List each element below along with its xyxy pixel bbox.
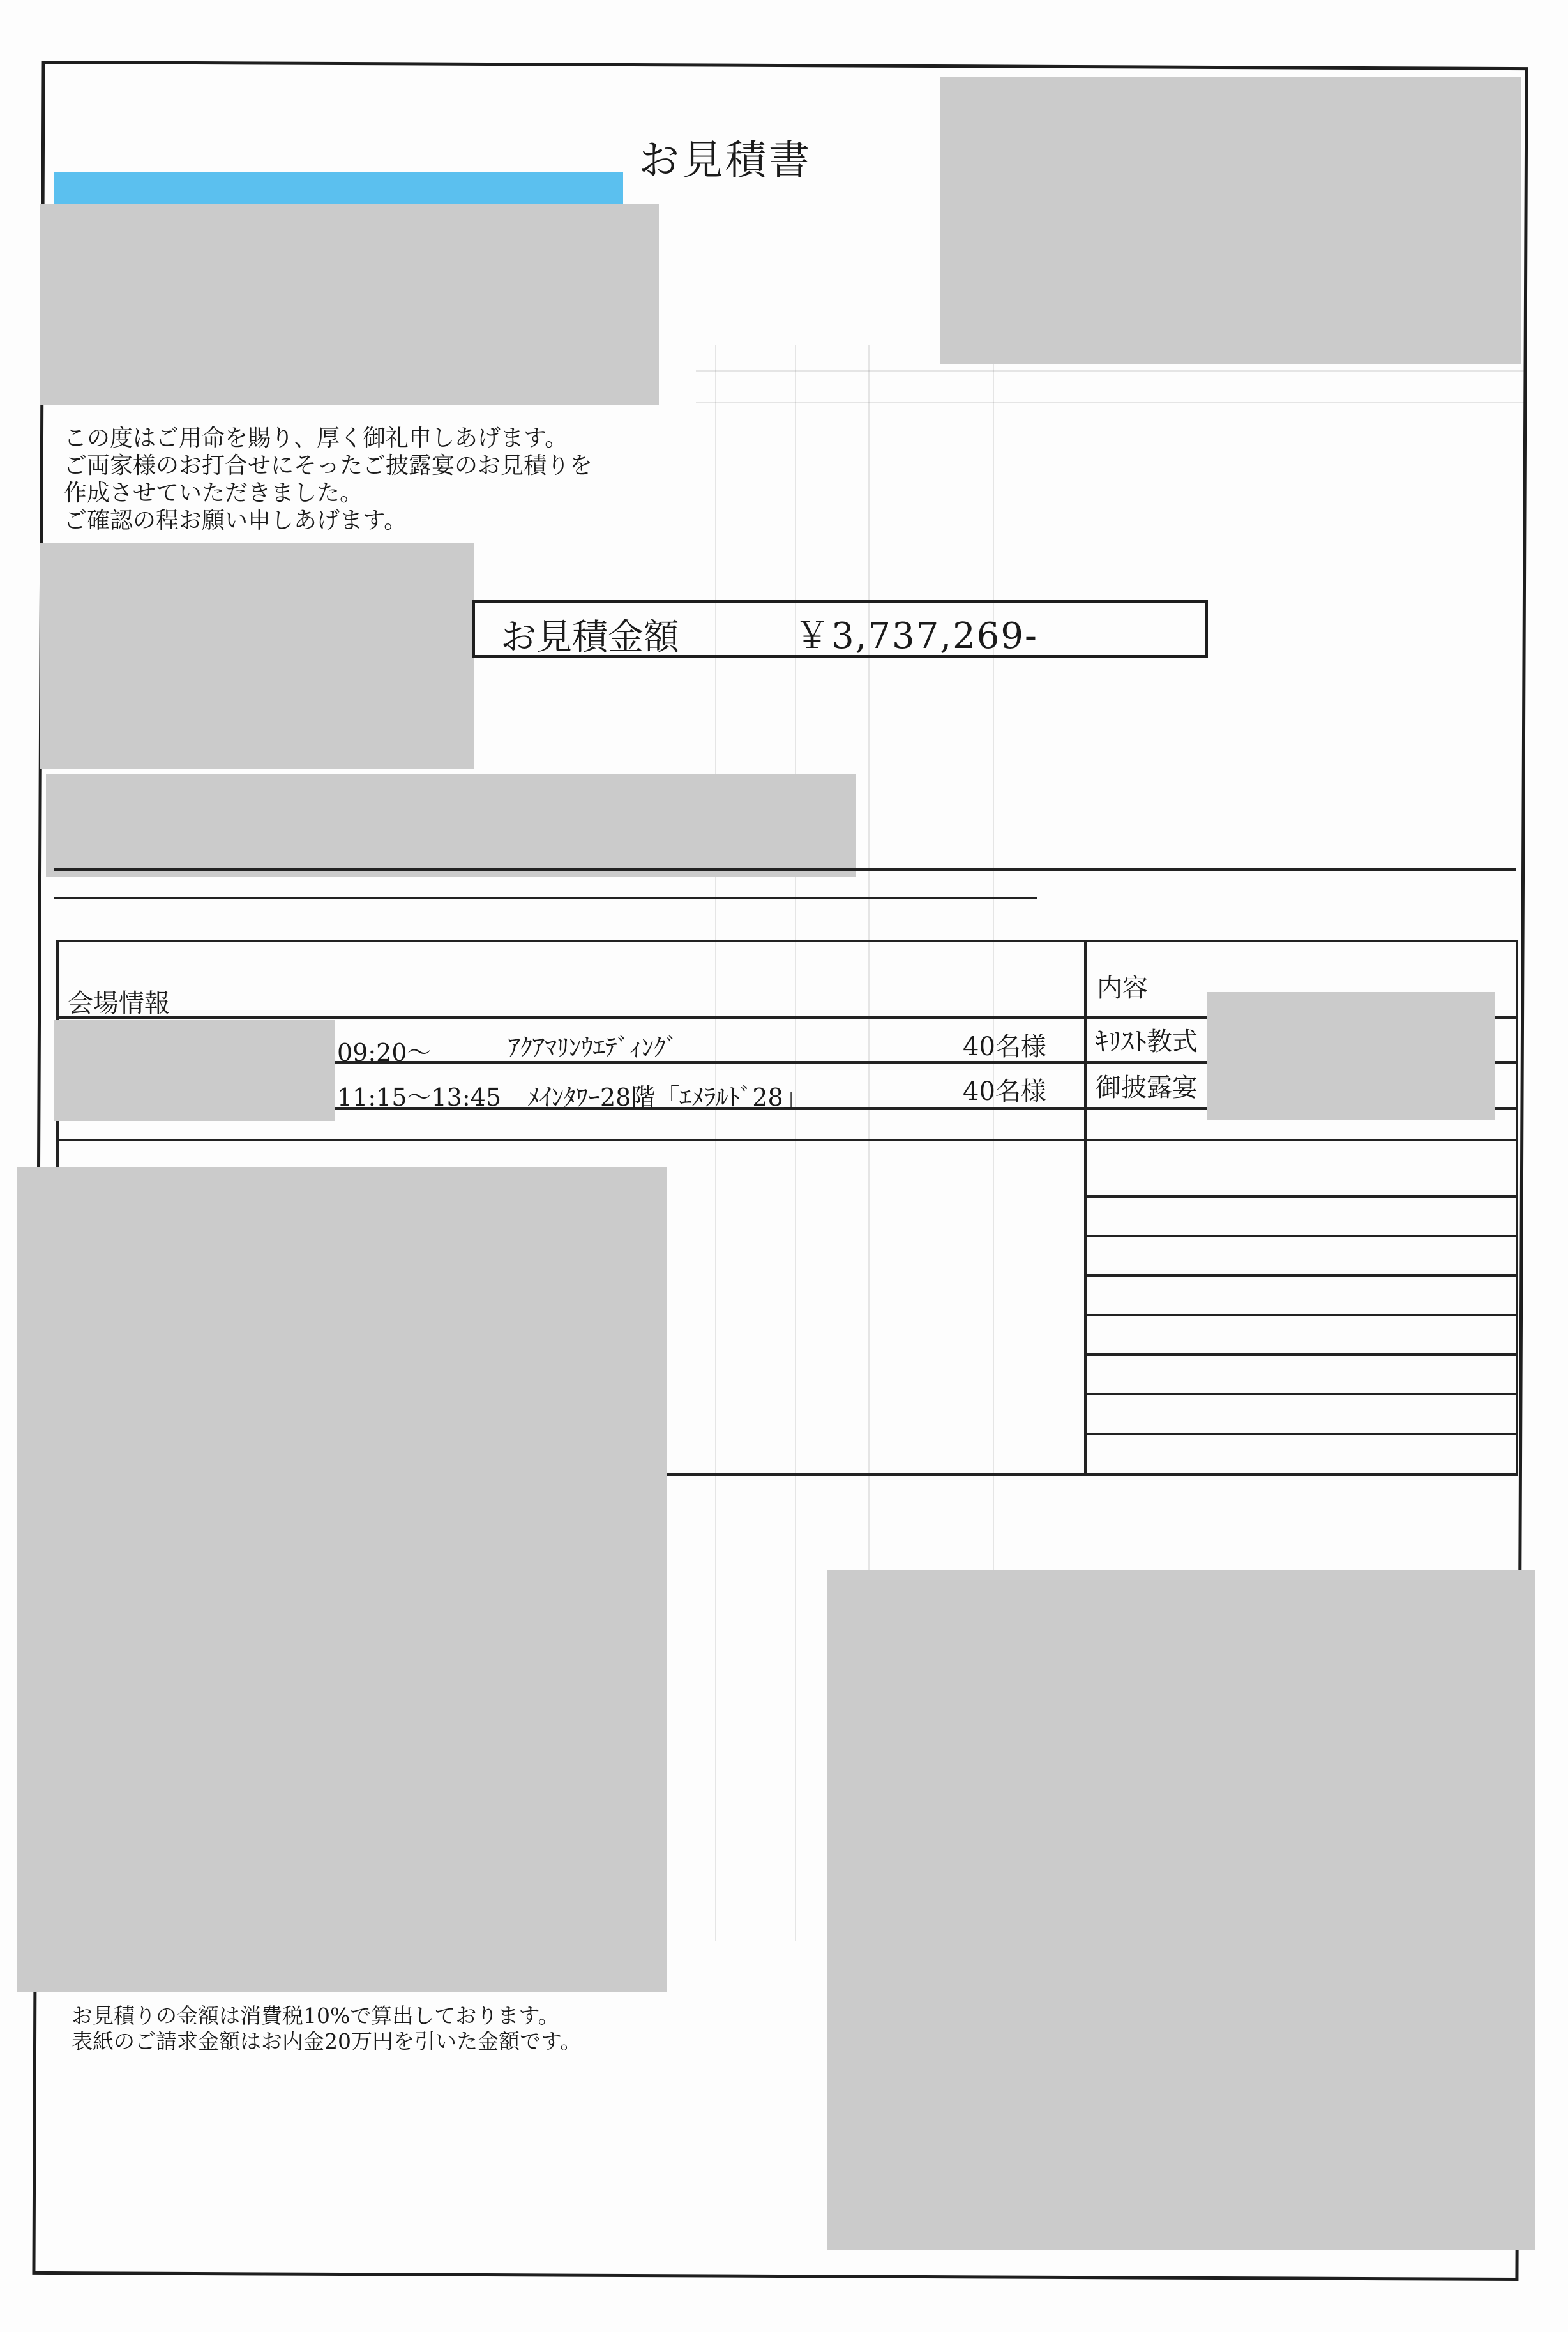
redacted-date-cell bbox=[54, 1020, 335, 1121]
venue-row-time: 09:20～ bbox=[337, 1039, 432, 1067]
venue-row-time: 11:15～13:45 bbox=[337, 1083, 502, 1111]
greeting-line: ご両家様のお打合せにそったご披露宴のお見積りを bbox=[64, 453, 593, 479]
greeting-line: この度はご用命を賜り、厚く御礼申しあげます。 bbox=[64, 425, 568, 451]
venue-row-place: ｱｸｱﾏﾘﾝｳｴﾃﾞｨﾝｸﾞ bbox=[508, 1034, 679, 1062]
separator-line bbox=[54, 897, 1037, 899]
venue-row-guests: 40名様 bbox=[963, 1032, 1046, 1062]
venue-row-content: ｷﾘｽﾄ教式 bbox=[1096, 1027, 1198, 1057]
redacted-block-recipient bbox=[40, 204, 659, 405]
greeting-text bbox=[64, 425, 592, 534]
greeting-line: 作成させていただきました。 bbox=[64, 480, 363, 506]
estimate-amount-value: ￥3,737,269- bbox=[794, 615, 1038, 657]
footnote-line: 表紙のご請求金額はお内金20万円を引いた金額です。 bbox=[72, 2029, 582, 2054]
venue-header-label: 会場情報 bbox=[68, 989, 170, 1018]
content-header-label: 内容 bbox=[1097, 974, 1148, 1003]
footnote-text bbox=[72, 2003, 581, 2054]
estimate-amount-box bbox=[472, 600, 1208, 658]
page-title: お見積書 bbox=[638, 137, 812, 184]
redacted-content-cell bbox=[1207, 992, 1495, 1120]
footnote-line: お見積りの金額は消費税10%で算出しております。 bbox=[72, 2003, 559, 2028]
venue-row-place: ﾒｲﾝﾀﾜｰ28階「ｴﾒﾗﾙﾄﾞ28」 bbox=[527, 1083, 808, 1111]
redacted-block-lower-right bbox=[827, 1570, 1535, 2250]
separator-line bbox=[54, 868, 1516, 871]
greeting-line: ご確認の程お願い申しあげます。 bbox=[64, 508, 407, 534]
estimate-amount-label: お見積金額 bbox=[501, 617, 679, 658]
venue-row-content: 御披露宴 bbox=[1096, 1073, 1198, 1102]
venue-row-guests: 40名様 bbox=[963, 1077, 1046, 1106]
redacted-block-wide bbox=[46, 774, 856, 877]
redacted-block-top-right bbox=[940, 77, 1521, 364]
redacted-block-lower-left bbox=[17, 1167, 667, 1992]
redacted-block-left bbox=[40, 543, 474, 769]
